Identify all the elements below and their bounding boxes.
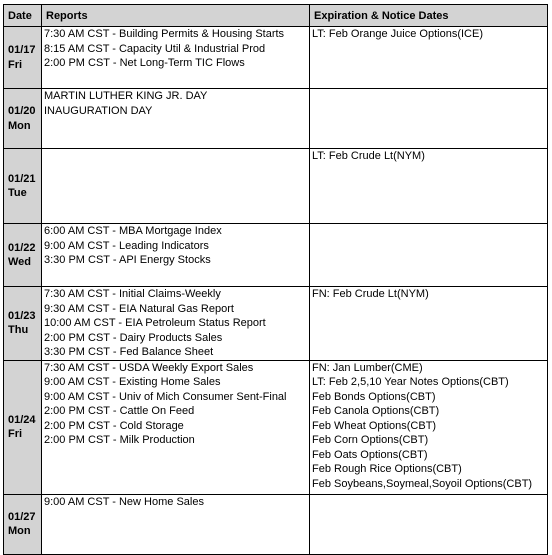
date-label: 01/17 — [8, 44, 36, 56]
header-date: Date — [4, 5, 42, 27]
date-cell — [4, 224, 42, 287]
reports-cell — [42, 149, 310, 224]
report-item: 9:00 AM CST - New Home Sales — [44, 495, 204, 508]
report-item: 2:00 PM CST - Milk Production — [44, 434, 195, 446]
expiration-item: LT: Feb 2,5,10 Year Notes Options(CBT) — [312, 376, 509, 388]
date-label: 01/20 — [8, 105, 36, 117]
weekday-label: Thu — [8, 324, 29, 337]
expiration-item: LT: Feb Orange Juice Options(ICE) — [312, 28, 483, 40]
report-item: 9:00 AM CST - Existing Home Sales — [44, 376, 221, 388]
date-cell — [4, 27, 42, 89]
table-row — [4, 360, 548, 494]
report-item: 10:00 AM CST - EIA Petroleum Status Report — [44, 317, 266, 329]
expiration-cell — [310, 360, 548, 494]
table-row — [4, 89, 548, 149]
expiration-cell — [310, 89, 548, 149]
expiration-cell — [310, 224, 548, 287]
weekday-label: Fri — [8, 58, 23, 71]
date-label: 01/23 — [8, 309, 36, 322]
reports-cell — [42, 494, 310, 554]
reports-cell — [42, 27, 310, 89]
report-item: 2:00 PM CST - Cattle On Feed — [44, 405, 195, 417]
date-cell — [4, 494, 42, 554]
expiration-cell — [310, 287, 548, 361]
expiration-item: FN: Jan Lumber(CME) — [312, 361, 423, 374]
weekday-label: Mon — [8, 525, 31, 537]
header-expiration: Expiration & Notice Dates — [310, 5, 548, 27]
expiration-item: FN: Feb Crude Lt(NYM) — [312, 288, 429, 300]
calendar-body — [4, 27, 548, 555]
report-item: 8:15 AM CST - Capacity Util & Industrial Prod — [44, 42, 266, 55]
expiration-item: Feb Oats Options(CBT) — [312, 448, 428, 461]
weekday-label: Mon — [8, 119, 31, 132]
date-cell — [4, 360, 42, 494]
table-row — [4, 27, 548, 89]
expiration-item: Feb Corn Options(CBT) — [312, 434, 429, 446]
weekday-label: Wed — [8, 256, 32, 268]
reports-cell — [42, 224, 310, 287]
expiration-item: Feb Canola Options(CBT) — [312, 405, 440, 417]
date-cell — [4, 287, 42, 361]
report-item: 3:30 PM CST - API Energy Stocks — [44, 254, 211, 266]
weekday-label: Fri — [8, 428, 23, 440]
report-item: MARTIN LUTHER KING JR. DAY — [44, 90, 208, 102]
report-item: 6:00 AM CST - MBA Mortgage Index — [44, 225, 222, 237]
report-item: 9:30 AM CST - EIA Natural Gas Report — [44, 302, 234, 315]
report-item: 3:30 PM CST - Fed Balance Sheet — [44, 346, 214, 358]
report-item: 2:00 PM CST - Dairy Products Sales — [44, 331, 223, 344]
expiration-cell — [310, 149, 548, 224]
report-item: 7:30 AM CST - USDA Weekly Export Sales — [44, 361, 254, 374]
date-cell — [4, 149, 42, 224]
table-row — [4, 494, 548, 554]
weekday-label: Tue — [8, 187, 27, 199]
report-item: 2:00 PM CST - Net Long-Term TIC Flows — [44, 57, 245, 69]
expiration-item: Feb Soybeans,Soymeal,Soyoil Options(CBT) — [312, 477, 533, 490]
date-label: 01/27 — [8, 510, 36, 523]
date-cell — [4, 89, 42, 149]
table-row — [4, 149, 548, 224]
table-row — [4, 224, 548, 287]
expiration-cell — [310, 27, 548, 89]
expiration-item: Feb Bonds Options(CBT) — [312, 390, 436, 403]
report-item: 9:00 AM CST - Univ of Mich Consumer Sent-Final — [44, 390, 287, 403]
expiration-item: LT: Feb Crude Lt(NYM) — [312, 150, 425, 162]
date-label: 01/21 — [8, 172, 36, 185]
expiration-item: Feb Wheat Options(CBT) — [312, 419, 437, 432]
date-label: 01/24 — [8, 413, 36, 426]
report-item: 7:30 AM CST - Building Permits & Housing Starts — [44, 28, 285, 40]
reports-cell — [42, 360, 310, 494]
report-item: 9:00 AM CST - Leading Indicators — [44, 239, 209, 252]
economic-calendar-table — [3, 4, 548, 555]
date-label: 01/22 — [8, 241, 36, 254]
report-item: 2:00 PM CST - Cold Storage — [44, 419, 184, 432]
report-item: INAUGURATION DAY — [44, 104, 153, 117]
expiration-cell — [310, 494, 548, 554]
reports-cell — [42, 89, 310, 149]
header-row — [4, 5, 548, 27]
header-reports: Reports — [42, 5, 310, 27]
table-row — [4, 287, 548, 361]
report-item: 7:30 AM CST - Initial Claims-Weekly — [44, 288, 221, 300]
expiration-item: Feb Rough Rice Options(CBT) — [312, 463, 462, 475]
reports-cell — [42, 287, 310, 361]
